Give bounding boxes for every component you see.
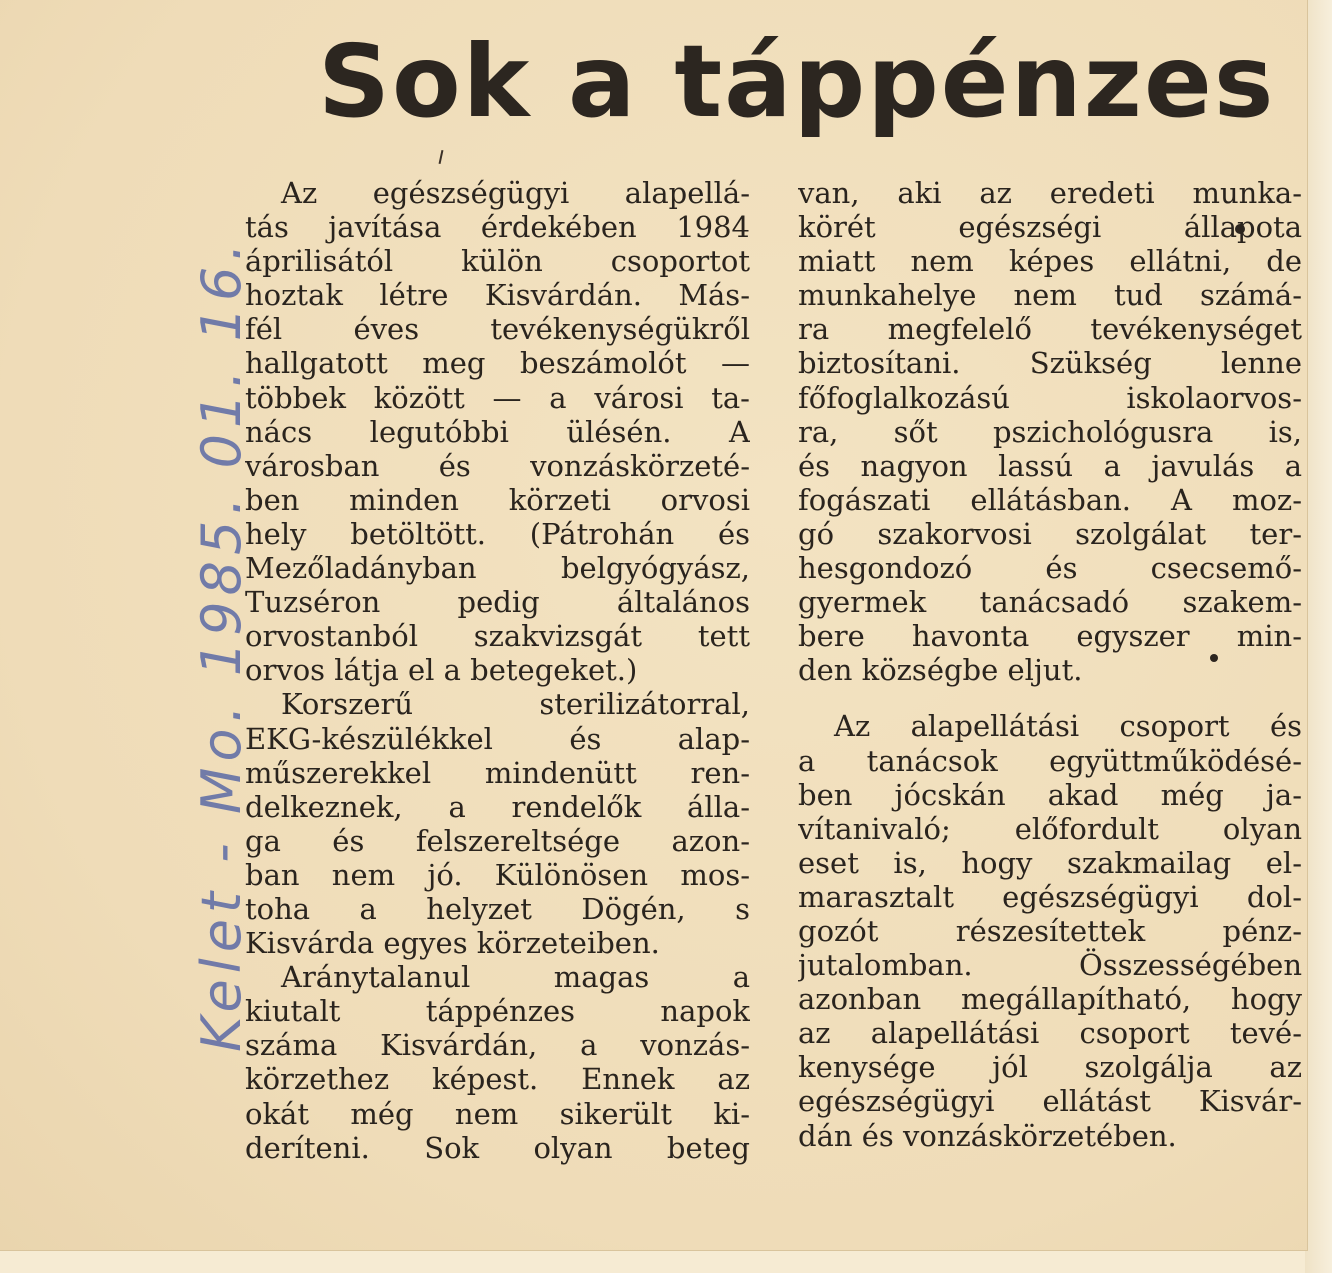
article-line: delkeznek, a rendelők álla-: [245, 789, 750, 824]
article-line: hoztak létre Kisvárdán. Más-: [245, 278, 750, 313]
article-line: van, aki az eredeti munka-: [798, 176, 1302, 210]
article-line: gyermek tanácsadó szakem-: [798, 585, 1302, 620]
article-line: főfoglalkozású iskolaorvos-: [798, 380, 1302, 415]
article-line: többek között — a városi ta-: [245, 380, 750, 415]
article-line: marasztalt egészségügyi dol-: [798, 879, 1302, 914]
article-line: városban és vonzáskörzeté-: [245, 448, 750, 483]
print-mark: [439, 150, 444, 164]
article-line: ra, sőt pszichológusra is,: [798, 414, 1302, 449]
article-line: dán és vonzáskörzetében.: [798, 1118, 1177, 1153]
article-line: kenysége jól szolgálja az: [798, 1050, 1302, 1085]
article-line: ra megfelelő tevékenységet: [798, 312, 1302, 347]
article-line: Mezőladányban belgyógyász,: [245, 551, 750, 586]
article-line: körét egészségi állapota: [798, 210, 1302, 245]
paragraph-gap: [798, 687, 1302, 709]
article-line: azonban megállapítható, hogy: [798, 982, 1302, 1017]
article-column-right: [798, 176, 1302, 1153]
article-line: fogászati ellátásban. A moz-: [798, 482, 1302, 517]
article-line: biztosítani. Szükség lenne: [798, 346, 1302, 381]
article-line: és nagyon lassú a javulás a: [798, 448, 1302, 483]
article-line: áprilisától külön csoportot: [245, 244, 750, 279]
article-line: száma Kisvárdán, a vonzás-: [245, 1028, 750, 1063]
article-line: gozót részesítettek pénz-: [798, 913, 1302, 948]
article-line: deríteni. Sok olyan beteg: [245, 1130, 750, 1165]
article-line: eset is, hogy szakmailag el-: [798, 845, 1302, 880]
article-line: vítanivaló; előfordult olyan: [798, 811, 1302, 846]
article-line: den községbe eljut.: [798, 653, 1083, 688]
article-line: miatt nem képes ellátni, de: [798, 244, 1302, 279]
article-line: ben minden körzeti orvosi: [245, 482, 750, 517]
article-line: EKG-készülékkel és alap-: [245, 721, 750, 756]
article-line: a tanácsok együttműködésé-: [798, 743, 1302, 778]
article-line: Tuzséron pedig általános: [245, 585, 750, 620]
article-line: gó szakorvosi szolgálat ter-: [798, 516, 1302, 551]
article-line: ban nem jó. Különösen mos-: [245, 857, 750, 892]
article-line: fél éves tevékenységükről: [245, 312, 750, 347]
scan-background-right: [1305, 0, 1332, 1273]
article-line: Az egészségügyi alapellá-: [281, 176, 750, 210]
handwritten-date-note: Kelet - Mo. 1985. 01. 16.: [190, 237, 253, 1052]
article-line: bere havonta egyszer min-: [798, 619, 1302, 654]
article-line: orvostanból szakvizsgát tett: [245, 619, 750, 654]
article-line: munkahelye nem tud számá-: [798, 278, 1302, 313]
article-line: kiutalt táppénzes napok: [245, 994, 750, 1029]
article-line: körzethez képest. Ennek az: [245, 1062, 750, 1097]
article-line: Az alapellátási csoport és: [834, 709, 1302, 744]
article-line: hesgondozó és csecsemő-: [798, 551, 1302, 586]
article-line: Kisvárda egyes körzeteiben.: [245, 926, 660, 961]
article-line: okát még nem sikerült ki-: [245, 1096, 750, 1131]
article-line: tás javítása érdekében 1984: [245, 210, 750, 245]
article-line: orvos látja el a betegeket.): [245, 653, 638, 688]
article-line: hely betöltött. (Pátrohán és: [245, 516, 750, 551]
article-line: hallgatott meg beszámolót —: [245, 346, 750, 381]
article-line: ben jócskán akad még ja-: [798, 777, 1302, 812]
article-line: műszerekkel mindenütt ren-: [245, 755, 750, 790]
article-line: egészségügyi ellátást Kisvár-: [798, 1084, 1302, 1119]
article-line: ga és felszereltsége azon-: [245, 823, 750, 858]
article-line: nács legutóbbi ülésén. A: [245, 414, 750, 449]
article-line: Aránytalanul magas a: [281, 960, 750, 995]
article-line: jutalomban. Összességében: [798, 948, 1302, 983]
article-line: az alapellátási csoport tevé-: [798, 1016, 1302, 1051]
article-line: Korszerű sterilizátorral,: [281, 687, 750, 722]
article-line: toha a helyzet Dögén, s: [245, 891, 750, 926]
article-column-left: [245, 176, 750, 1165]
headline: Sok a táppénzes: [318, 23, 1276, 140]
